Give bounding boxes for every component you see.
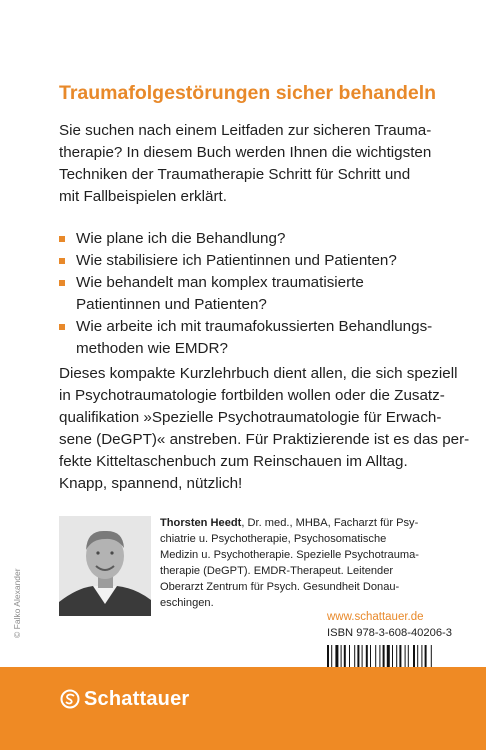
- question-item: [59, 316, 469, 360]
- bio-line: eschingen.: [160, 597, 214, 609]
- author-photo: [59, 516, 151, 616]
- bullet-square-icon: [59, 258, 65, 264]
- bullet-square-icon: [59, 324, 65, 330]
- author-portrait-icon: [59, 516, 151, 616]
- description-line: in Psychotraumatologie fortbilden wollen oder die Zusatz-: [59, 387, 445, 404]
- intro-paragraph: [59, 120, 459, 208]
- schattauer-logo-icon: [60, 689, 80, 709]
- barcode-icon: [327, 645, 449, 669]
- question-line: Wie arbeite ich mit traumafokussierten Behandlungs-: [76, 318, 433, 335]
- photo-credit: © Falko Alexander: [12, 568, 22, 638]
- description-line: qualifikation »Spezielle Psychotraumatologie für Erwach-: [59, 409, 442, 426]
- headline: Traumafolgestörungen sicher behandeln: [59, 82, 437, 104]
- question-item: [59, 228, 469, 250]
- description-line: Knapp, spannend, nützlich!: [59, 475, 243, 492]
- bio-line: Oberarzt Zentrum für Psych. Gesundheit Donau-: [160, 581, 400, 593]
- intro-line: Techniken der Traumatherapie Schritt für Schritt und: [59, 166, 411, 183]
- isbn-number: ISBN 978-3-608-40206-3: [327, 627, 453, 639]
- question-item: [59, 272, 469, 316]
- question-item: [59, 250, 469, 272]
- bio-first-line: , Dr. med., MHBA, Facharzt für Psy-: [241, 517, 419, 529]
- publisher-website[interactable]: www.schattauer.de: [327, 611, 424, 623]
- description-line: sene (DeGPT)« anstreben. Für Praktizierende ist es das per-: [59, 431, 470, 448]
- description-paragraph: [59, 363, 469, 495]
- author-name: Thorsten Heedt: [160, 517, 242, 529]
- bullet-square-icon: [59, 236, 65, 242]
- bio-line: therapie (DeGPT). EMDR-Therapeut. Leitender: [160, 565, 394, 577]
- question-line: Wie stabilisiere ich Patientinnen und Patienten?: [76, 252, 397, 269]
- question-line: Wie behandelt man komplex traumatisierte: [76, 274, 364, 291]
- description-line: fekte Kitteltaschenbuch zum Reinschauen im Alltag.: [59, 453, 408, 470]
- bio-line: Medizin u. Psychotherapie. Spezielle Psychotrauma-: [160, 549, 419, 561]
- publisher-name: Schattauer: [84, 687, 190, 710]
- bio-line: chiatrie u. Psychotherapie, Psychosomatische: [160, 533, 387, 545]
- question-line: methoden wie EMDR?: [76, 340, 228, 357]
- author-bio: [160, 515, 480, 611]
- intro-line: mit Fallbeispielen erklärt.: [59, 188, 227, 205]
- question-list: [59, 228, 469, 360]
- question-line: Patientinnen und Patienten?: [76, 296, 267, 313]
- intro-line: therapie? In diesem Buch werden Ihnen die wichtigsten: [59, 144, 432, 161]
- publisher-logo: [60, 686, 189, 712]
- bullet-square-icon: [59, 280, 65, 286]
- bio-line: [160, 515, 480, 531]
- intro-line: Sie suchen nach einem Leitfaden zur sicheren Trauma-: [59, 122, 432, 139]
- question-line: Wie plane ich die Behandlung?: [76, 230, 286, 247]
- description-line: Dieses kompakte Kurzlehrbuch dient allen, die sich speziell: [59, 365, 458, 382]
